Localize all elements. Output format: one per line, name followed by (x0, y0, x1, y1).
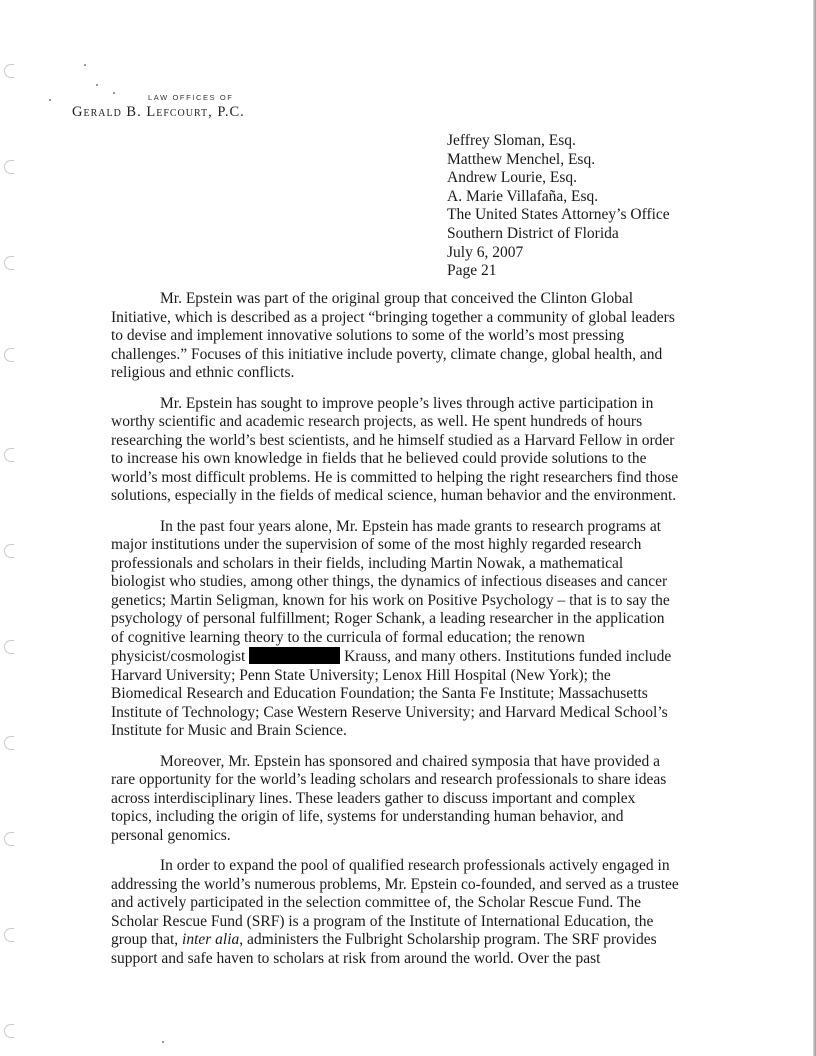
letterhead-caption: LAW OFFICES OF (148, 93, 234, 102)
punch-hole (4, 448, 14, 462)
paragraph-text: , administers the Fulbright Scholarship program. The SRF provides support and safe haven to scholars at risk from around the world. Over the past (111, 931, 657, 967)
scan-speck (162, 1041, 164, 1043)
punch-hole (4, 544, 14, 558)
letterhead-firm-name: Gerald B. Lefcourt, P.C. (72, 104, 245, 120)
paragraph-research-grants (111, 518, 679, 741)
scan-speck (96, 84, 98, 86)
paragraph-scholar-rescue-fund (111, 857, 679, 968)
paragraph-clinton-global-initiative: Mr. Epstein was part of the original group that conceived the Clinton Global Initiative, which is described as a project “bringing together a community of global leaders to devise and implement innovative solutions to some of the world’s most pressing challenges.” Focuses of this initiative include poverty, climate change, global health, and religious and ethnic conflicts. (111, 290, 675, 381)
paragraph-research-projects: Mr. Epstein has sought to improve people’s lives through active participation in worthy scientific and academic research projects, as well. He spent hundreds of hours researching the world’s best scientists, and he himself studied as a Harvard Fellow in order to increase his own knowledge in fields that he believed could provide solutions to the world’s most difficult problems. He is committed to helping the right researchers find those solutions, especially in the fields of medical science, human behavior and the environment. (111, 394, 679, 504)
punch-hole (4, 736, 14, 750)
recipient-line: Andrew Lourie, Esq. (447, 169, 577, 187)
scan-speck (84, 64, 86, 66)
letter-body (111, 290, 679, 980)
punch-hole (4, 928, 14, 942)
recipient-block (447, 132, 670, 281)
redaction-box (249, 647, 340, 664)
scan-speck (113, 92, 115, 94)
punch-hole (4, 64, 14, 78)
letter-date: July 6, 2007 (447, 243, 524, 261)
punch-hole (4, 832, 14, 846)
punch-hole (4, 160, 14, 174)
recipient-line: Southern District of Florida (447, 224, 619, 242)
recipient-line: Matthew Menchel, Esq. (447, 150, 596, 168)
recipient-line: The United States Attorney’s Office (447, 206, 670, 224)
recipient-line: Jeffrey Sloman, Esq. (447, 132, 576, 149)
recipient-line: A. Marie Villafaña, Esq. (447, 187, 599, 205)
scan-speck (49, 99, 51, 101)
italic-text: inter alia (182, 931, 240, 948)
paragraph-text: Krauss, and many others. Institutions funded include Harvard University; Penn State University; Lenox Hill Hospital (New York); the Biomedical Research and Education Foundation; the Santa Fe Institute; Massachusetts Institute of Technology; Case Western Reserve University; and Harvard Medical School’s Institute for Music and Brain Science. (111, 648, 672, 739)
punch-hole (4, 1024, 14, 1038)
paragraph-text: In the past four years alone, Mr. Epstein has made grants to research programs at major institutions under the supervision of some of the most highly regarded research professionals and scholars in their fields, including Martin Nowak, a mathematical biologist who studies, among other things, the dynamics of infectious diseases and cancer genetics; Martin Seligman, known for his work on Positive Psychology – that is to say the psychology of personal fulfillment; Roger Schank, a leading researcher in the application of cognitive learning theory to the curricula of formal education; the renown physicist/cosmologist (111, 517, 670, 665)
page-number: Page 21 (447, 262, 497, 280)
punch-hole (4, 256, 14, 270)
paragraph-text: In order to expand the pool of qualified research professionals actively engaged in addressing the world’s numerous problems, Mr. Epstein co-founded, and served as a trustee and actively participated in the selection committee of, the Scholar Rescue Fund. The Scholar Rescue Fund (SRF) is a program of the Institute of International Education, the group that, (111, 857, 679, 948)
punch-hole (4, 640, 14, 654)
paragraph-symposia: Moreover, Mr. Epstein has sponsored and chaired symposia that have provided a rare opportunity for the world’s leading scholars and research professionals to share ideas across interdisciplinary lines. These leaders gather to discuss important and complex topics, including the origin of life, systems for understanding human behavior, and personal genomics. (111, 752, 667, 844)
punch-hole (4, 348, 14, 362)
